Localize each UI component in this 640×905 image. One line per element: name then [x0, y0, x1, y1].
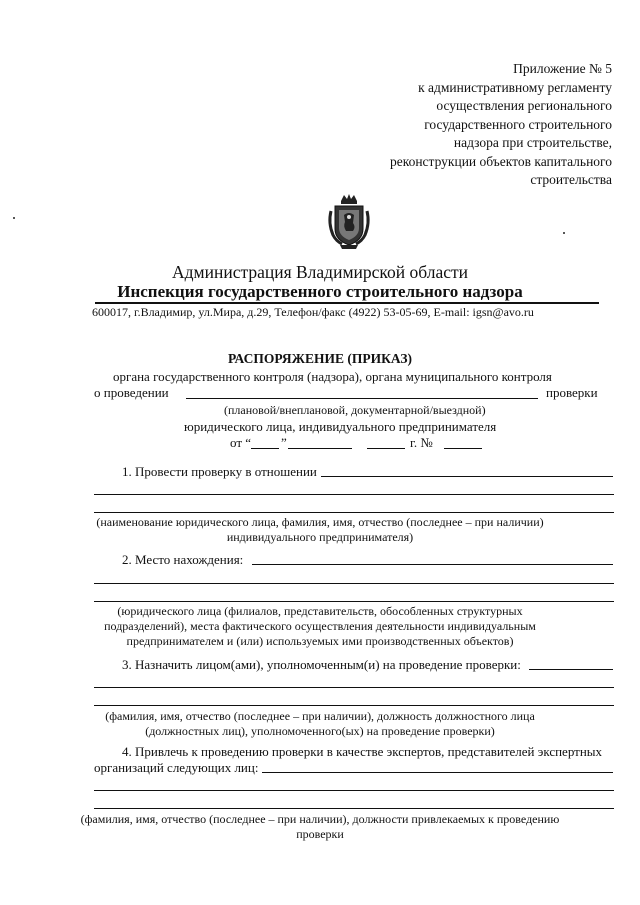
entity-line: юридического лица, индивидуального предпринимателя [184, 419, 497, 434]
coat-of-arms-icon [326, 193, 372, 251]
conducting-prefix: о проведении [94, 385, 169, 400]
address-line: 600017, г.Владимир, ул.Мира, д.29, Телефон/факс (4922) 53-05-69, E-mail: igsn@avo.ru [92, 305, 534, 319]
item1-hint: (наименование юридического лица, фамилия, имя, отчество (последнее – при наличии) [96, 515, 544, 529]
inspection-title: Инспекция государственного строительного надзора [117, 282, 523, 301]
administration-title: Администрация Владимирской области [171, 262, 468, 282]
appendix-line: реконструкции объектов капитального [389, 153, 612, 169]
item3-hint: (должностных лиц), уполномоченного(ых) на проведение проверки) [145, 724, 495, 738]
item3-field-line[interactable] [94, 705, 614, 706]
item2-label: 2. Место нахождения: [122, 552, 244, 567]
date-year-field[interactable] [367, 448, 405, 449]
date-quote: ” [281, 435, 287, 450]
item4-label: 4. Привлечь к проведению проверки в качестве экспертов, представителей экспертных [122, 744, 603, 759]
scan-speck [563, 232, 565, 234]
item1-label: 1. Провести проверку в отношении [122, 464, 317, 479]
date-month-field[interactable] [288, 448, 352, 449]
item2-field-line[interactable] [94, 583, 614, 584]
item3-field-line[interactable] [94, 687, 614, 688]
scan-speck [13, 217, 15, 219]
item4-label: организаций следующих лиц: [94, 760, 259, 775]
item4-field-line[interactable] [94, 790, 614, 791]
order-number-field[interactable] [444, 448, 482, 449]
item3-field[interactable] [529, 669, 613, 670]
appendix-line: строительства [530, 172, 612, 187]
appendix-line: надзора при строительстве, [453, 135, 612, 150]
item1-field-line[interactable] [94, 494, 614, 495]
item1-field[interactable] [321, 476, 613, 477]
item4-hint: проверки [296, 827, 344, 841]
item1-field-line[interactable] [94, 512, 614, 513]
item2-hint: (юридического лица (филиалов, представительств, обособленных структурных [117, 604, 523, 618]
inspection-type-hint: (плановой/внеплановой, документарной/выездной) [224, 403, 486, 417]
item2-field-line[interactable] [94, 601, 614, 602]
date-year-label: г. № [410, 435, 433, 450]
item1-hint: индивидуального предпринимателя) [226, 530, 414, 544]
item2-field[interactable] [252, 564, 613, 565]
item3-hint: (фамилия, имя, отчество (последнее – при наличии), должность должностного лица [105, 709, 535, 723]
appendix-line: Приложение № 5 [513, 61, 612, 76]
conducting-suffix: проверки [546, 385, 598, 400]
appendix-line: государственного строительного [424, 116, 612, 132]
item4-field[interactable] [262, 772, 613, 773]
date-day-field[interactable] [251, 448, 279, 449]
appendix-block [390, 60, 612, 190]
inspection-type-field[interactable] [186, 398, 538, 399]
item4-field-line[interactable] [94, 808, 614, 809]
header-divider [95, 302, 599, 304]
order-subtitle: органа государственного контроля (надзора), органа муниципального контроля [113, 369, 552, 384]
date-from-label: от “ [230, 435, 252, 450]
appendix-line: к административному регламенту [418, 79, 612, 95]
order-title: РАСПОРЯЖЕНИЕ (ПРИКАЗ) [228, 351, 412, 366]
appendix-line: осуществления регионального [436, 98, 612, 113]
item4-hint: (фамилия, имя, отчество (последнее – при наличии), должности привлекаемых к проведению [80, 812, 560, 826]
item3-label: 3. Назначить лицом(ами), уполномоченным(и) на проведение проверки: [122, 657, 521, 672]
item2-hint: подразделений), места фактического осуществления деятельности индивидуальным [104, 619, 536, 633]
item2-hint: предпринимателем и (или) используемых ими производственных объектов) [126, 634, 514, 648]
